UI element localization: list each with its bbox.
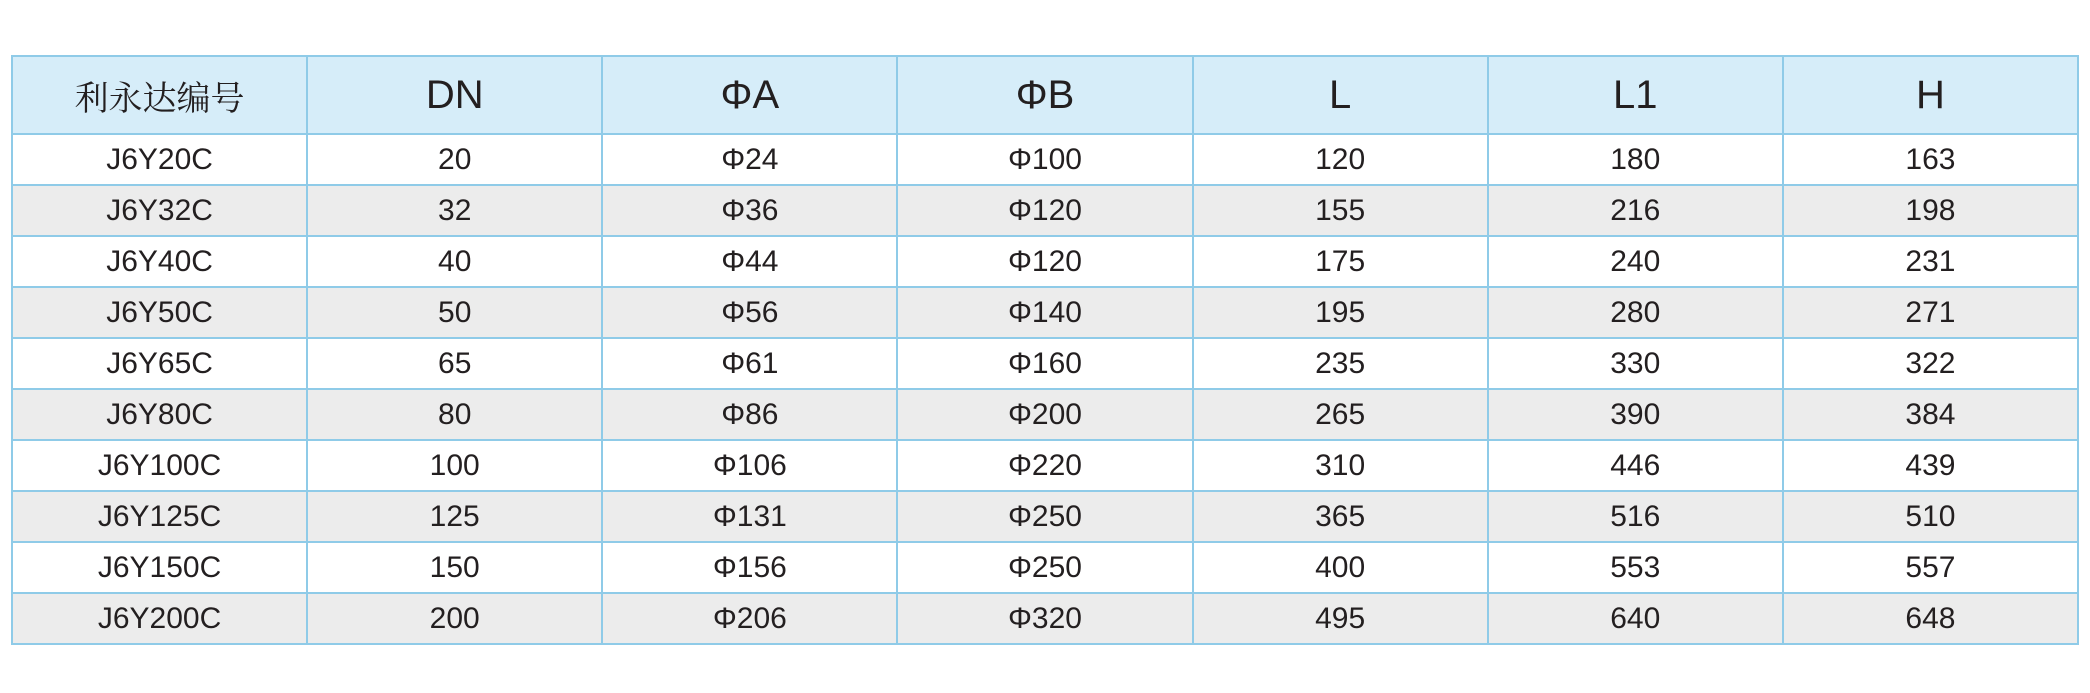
- cell-dn: 125: [307, 491, 602, 542]
- cell-phi-a: Φ61: [602, 338, 897, 389]
- table-row: [12, 185, 2078, 236]
- cell-l: 195: [1193, 287, 1488, 338]
- cell-l1: 446: [1488, 440, 1783, 491]
- table-row: [12, 389, 2078, 440]
- cell-phi-b: Φ120: [897, 185, 1192, 236]
- cell-l1: 216: [1488, 185, 1783, 236]
- cell-l1: 330: [1488, 338, 1783, 389]
- cell-model-number: J6Y150C: [12, 542, 307, 593]
- table-body: [12, 134, 2078, 644]
- header-dn: DN: [307, 56, 602, 134]
- table-row: [12, 287, 2078, 338]
- cell-l: 310: [1193, 440, 1488, 491]
- cell-l: 235: [1193, 338, 1488, 389]
- cell-model-number: J6Y50C: [12, 287, 307, 338]
- cell-dn: 50: [307, 287, 602, 338]
- cell-model-number: J6Y125C: [12, 491, 307, 542]
- cell-h: 648: [1783, 593, 2078, 644]
- cell-dn: 20: [307, 134, 602, 185]
- cell-phi-a: Φ206: [602, 593, 897, 644]
- cell-phi-b: Φ200: [897, 389, 1192, 440]
- cell-phi-a: Φ36: [602, 185, 897, 236]
- cell-h: 271: [1783, 287, 2078, 338]
- cell-h: 163: [1783, 134, 2078, 185]
- cell-l: 400: [1193, 542, 1488, 593]
- cell-l: 265: [1193, 389, 1488, 440]
- cell-l1: 180: [1488, 134, 1783, 185]
- cell-phi-a: Φ156: [602, 542, 897, 593]
- cell-dn: 150: [307, 542, 602, 593]
- table-row: [12, 542, 2078, 593]
- cell-phi-a: Φ24: [602, 134, 897, 185]
- cell-phi-b: Φ320: [897, 593, 1192, 644]
- cell-phi-b: Φ120: [897, 236, 1192, 287]
- header-h: H: [1783, 56, 2078, 134]
- table-header: [12, 56, 2078, 134]
- table-row: [12, 491, 2078, 542]
- cell-phi-b: Φ250: [897, 491, 1192, 542]
- cell-h: 510: [1783, 491, 2078, 542]
- table-row: [12, 593, 2078, 644]
- cell-model-number: J6Y32C: [12, 185, 307, 236]
- cell-model-number: J6Y40C: [12, 236, 307, 287]
- cell-l1: 390: [1488, 389, 1783, 440]
- cell-h: 384: [1783, 389, 2078, 440]
- cell-h: 322: [1783, 338, 2078, 389]
- cell-dn: 80: [307, 389, 602, 440]
- table-row: [12, 236, 2078, 287]
- cell-l: 495: [1193, 593, 1488, 644]
- cell-phi-a: Φ131: [602, 491, 897, 542]
- cell-h: 198: [1783, 185, 2078, 236]
- table-row: [12, 134, 2078, 185]
- header-row: [12, 56, 2078, 134]
- header-phi-a: ΦA: [602, 56, 897, 134]
- cell-phi-b: Φ250: [897, 542, 1192, 593]
- cell-model-number: J6Y65C: [12, 338, 307, 389]
- cell-model-number: J6Y200C: [12, 593, 307, 644]
- header-l: L: [1193, 56, 1488, 134]
- cell-model-number: J6Y80C: [12, 389, 307, 440]
- cell-h: 231: [1783, 236, 2078, 287]
- cell-phi-a: Φ44: [602, 236, 897, 287]
- cell-phi-a: Φ106: [602, 440, 897, 491]
- cell-h: 439: [1783, 440, 2078, 491]
- spec-table: [11, 55, 2079, 645]
- cell-phi-a: Φ86: [602, 389, 897, 440]
- table-row: [12, 338, 2078, 389]
- cell-l: 175: [1193, 236, 1488, 287]
- cell-dn: 65: [307, 338, 602, 389]
- cell-l1: 553: [1488, 542, 1783, 593]
- cell-l1: 516: [1488, 491, 1783, 542]
- cell-phi-b: Φ220: [897, 440, 1192, 491]
- header-model-number: 利永达编号: [12, 56, 307, 134]
- cell-dn: 32: [307, 185, 602, 236]
- cell-phi-b: Φ100: [897, 134, 1192, 185]
- cell-l: 155: [1193, 185, 1488, 236]
- cell-phi-b: Φ160: [897, 338, 1192, 389]
- header-l1: L1: [1488, 56, 1783, 134]
- cell-model-number: J6Y20C: [12, 134, 307, 185]
- cell-l1: 280: [1488, 287, 1783, 338]
- table-row: [12, 440, 2078, 491]
- cell-l1: 240: [1488, 236, 1783, 287]
- header-phi-b: ΦB: [897, 56, 1192, 134]
- cell-dn: 40: [307, 236, 602, 287]
- cell-model-number: J6Y100C: [12, 440, 307, 491]
- cell-l1: 640: [1488, 593, 1783, 644]
- cell-dn: 100: [307, 440, 602, 491]
- cell-phi-a: Φ56: [602, 287, 897, 338]
- cell-l: 120: [1193, 134, 1488, 185]
- cell-phi-b: Φ140: [897, 287, 1192, 338]
- cell-dn: 200: [307, 593, 602, 644]
- cell-h: 557: [1783, 542, 2078, 593]
- cell-l: 365: [1193, 491, 1488, 542]
